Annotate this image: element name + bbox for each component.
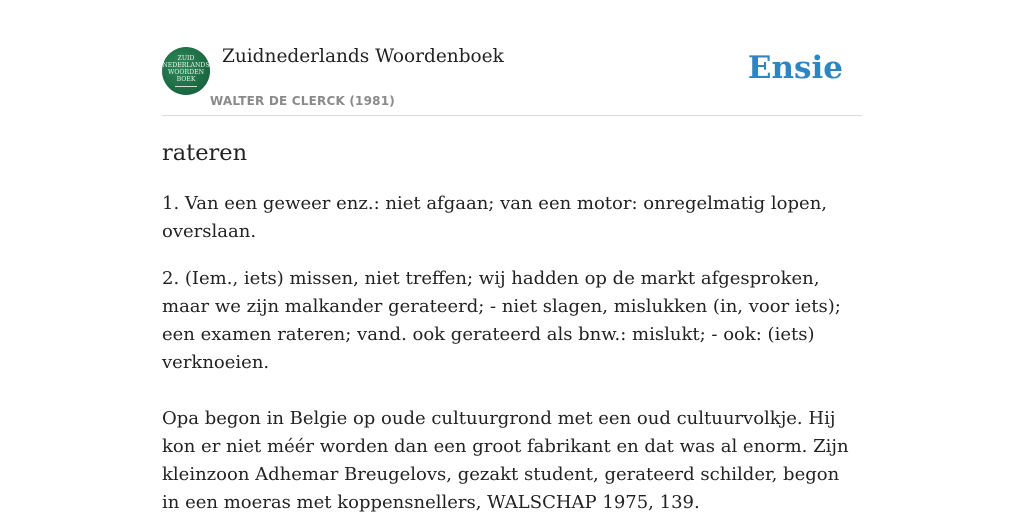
dictionary-title[interactable]: Zuidnederlands Woordenboek — [222, 46, 504, 67]
entry-card — [162, 40, 862, 517]
headword: rateren — [162, 140, 248, 166]
citation-quote: Opa begon in Belgie op oude cultuurgrond met een oud cultuurvolkje. Hij kon er niet méér worden dan een groot fabrikant en dat was al enorm. Zijn kleinzoon Adhemar Breugelovs, gezakt student, gerateerd schilder, begon in een moeras met koppensnellers, WALSCHAP 1975, 139. — [162, 408, 849, 513]
logo-line-1: ZUID — [177, 55, 195, 62]
dictionary-logo — [162, 47, 210, 95]
dictionary-author: WALTER DE CLERCK (1981) — [210, 94, 395, 108]
dictionary-header — [162, 40, 862, 116]
sense-2: 2. (Iem., iets) missen, niet treffen; wij hadden op de markt afgesproken, maar we zijn malkander gerateerd; - niet slagen, mislukken (in, voor iets); een examen rateren; vand. ook gerateerd als bnw.: mislukt; - ook: (iets) verknoeien. — [162, 268, 841, 373]
logo-rule — [175, 86, 197, 87]
sense-1: 1. Van een geweer enz.: niet afgaan; van een motor: onregelmatig lopen, overslaan. — [162, 193, 828, 242]
logo-line-2: NEDERLANDS — [162, 62, 210, 69]
ensie-logo-link[interactable]: Ensie — [747, 50, 843, 86]
logo-line-4: BOEK — [176, 76, 196, 83]
logo-line-3: WOORDEN — [167, 69, 205, 76]
